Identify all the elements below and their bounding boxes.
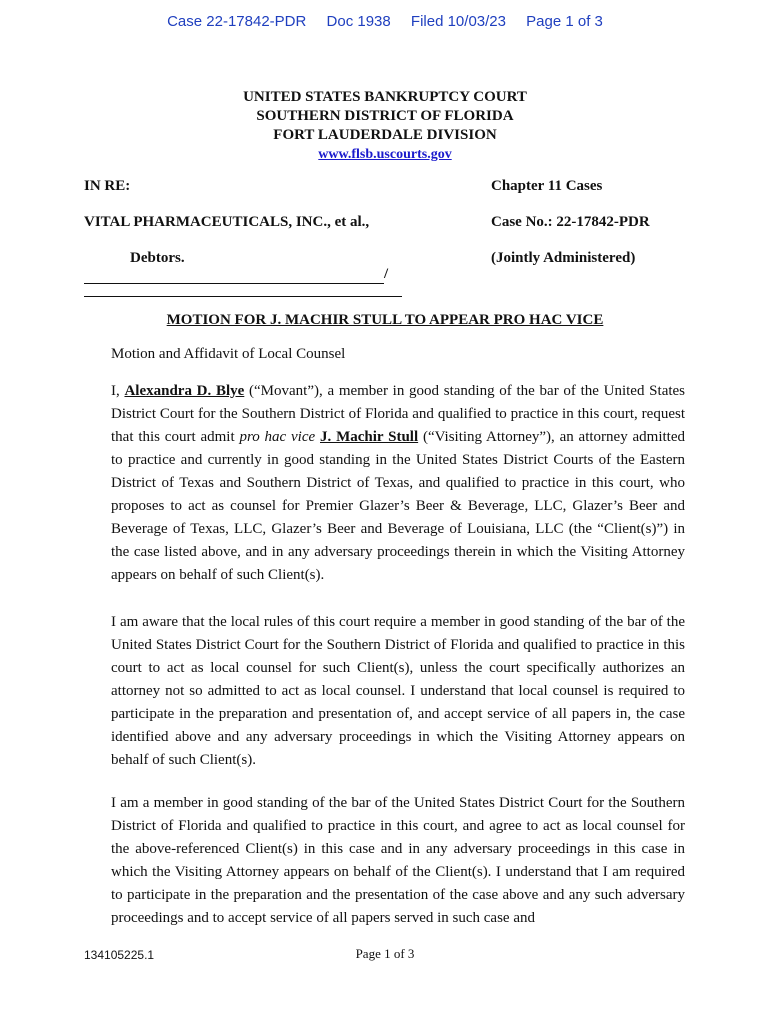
para1-text-d: (“Visiting Attorney”), an attorney admitted to practice and currently in good standing in the United States District Courts of the Eastern District of Texas and Southern District of Texas, and qualified to practice in this court, who proposes to act as counsel for Premier Glazer’s Beer & Beverage, LLC, Glazer’s Beer and Beverage of Texas, LLC, Glazer’s Beer and Beverage of Louisiana, LLC (the “Client(s)”) in the case listed above, and in any adversary proceedings therein in which the Visiting Attorney appears on behalf of such Client(s). [111, 429, 686, 583]
paragraph-1 [111, 380, 685, 587]
footer-document-id: 134105225.1 [84, 948, 155, 962]
caption-debtor-name: VITAL PHARMACEUTICALS, INC., et al., [84, 214, 370, 230]
ecf-page-count: Page 1 of 3 [526, 13, 603, 30]
caption-rule-1 [84, 283, 384, 284]
caption-chapter: Chapter 11 Cases [491, 178, 603, 194]
footer-page-number: Page 1 of 3 [355, 946, 415, 961]
para1-text-b: (“Movant”), a member in good standing of the bar of the United States District Court for the Southern District of Florida and qualified to practice in this court, request that this court admit [111, 383, 686, 445]
movant-name: Alexandra D. Blye [124, 383, 245, 399]
caption-jointly-administered: (Jointly Administered) [491, 250, 636, 266]
motion-title: MOTION FOR J. MACHIR STULL TO APPEAR PRO HAC VICE [166, 312, 604, 328]
paragraph-3: I am a member in good standing of the bar of the United States District Court for the Southern District of Florida and qualified to practice in this court, and agree to act as local counsel for the above-referenced Client(s) in this case and in any adversary proceedings in this case in which the Visiting Attorney appears on behalf of the Client(s). I understand that I am required to participate in the preparation and the presentation of the case above and any such adversary proceedings and to accept service of all papers served in such case and [111, 795, 685, 926]
caption-in-re: IN RE: [84, 178, 131, 194]
court-district: SOUTHERN DISTRICT OF FLORIDA [256, 108, 514, 124]
caption-case-number: Case No.: 22-17842-PDR [491, 214, 650, 230]
court-name: UNITED STATES BANKRUPTCY COURT [243, 89, 527, 105]
pro-hac-vice-text: pro hac vice [239, 429, 316, 445]
court-heading [0, 88, 770, 164]
ecf-doc-number: Doc 1938 [326, 13, 391, 30]
court-division: FORT LAUDERDALE DIVISION [273, 127, 497, 143]
caption-debtors-label: Debtors. [130, 250, 185, 266]
visiting-attorney-name: J. Machir Stull [320, 429, 419, 445]
court-website-link[interactable]: www.flsb.uscourts.gov [318, 147, 452, 162]
para1-text-a: I, [111, 383, 125, 399]
ecf-filed-date: Filed 10/03/23 [410, 13, 506, 30]
motion-subtitle: Motion and Affidavit of Local Counsel [111, 346, 346, 362]
ecf-case-number: Case 22-17842-PDR [167, 13, 307, 30]
paragraph-2: I am aware that the local rules of this court require a member in good standing of the bar of the United States District Court for the Southern District of Florida and qualified to practice in this court to act as local counsel for such Client(s), unless the court specifically authorizes an attorney not so admitted to act as local counsel. I understand that local counsel is required to participate in the preparation and presentation of, and accept service of all papers in, the case identified above and any adversary proceedings in which the Visiting Attorney appears on behalf of such Client(s). [111, 614, 685, 768]
caption-rule-2 [84, 296, 402, 297]
ecf-header [0, 13, 770, 30]
caption-slash: / [384, 266, 389, 282]
